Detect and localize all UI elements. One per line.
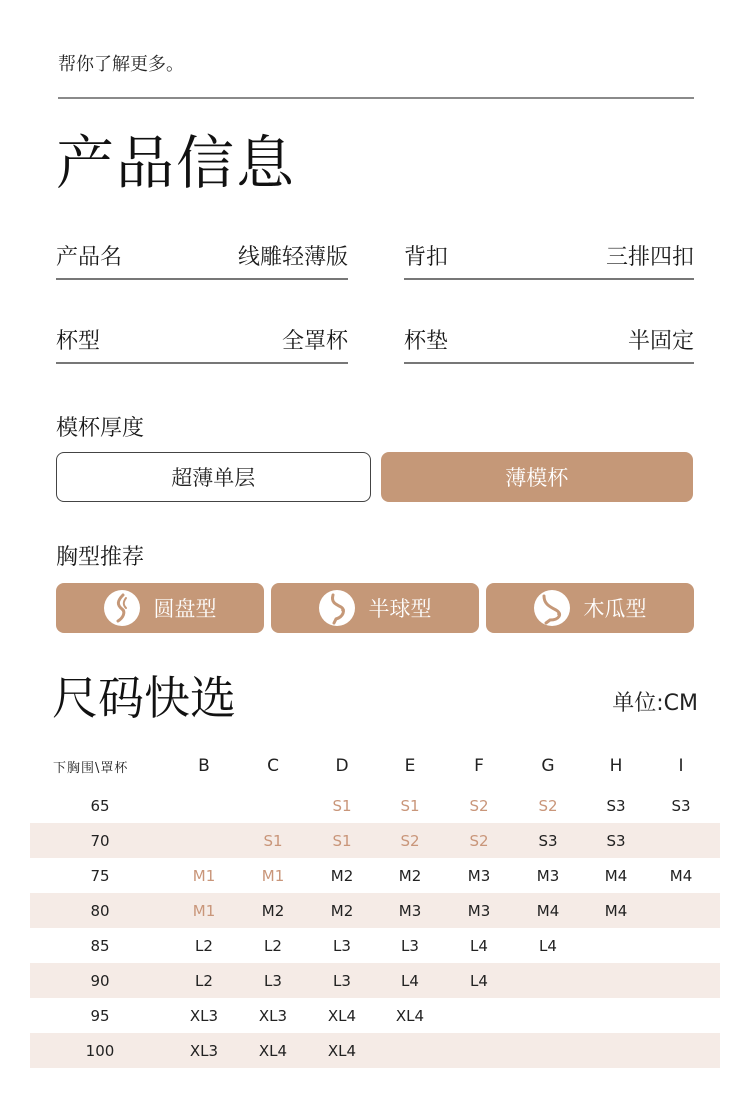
header-cell: B [198, 756, 210, 776]
size-cell[interactable]: M3 [536, 866, 560, 885]
field-label: 产品名 [56, 245, 123, 270]
field-label: 背扣 [404, 245, 449, 270]
intro-text: 帮你了解更多。 [58, 54, 184, 75]
divider [58, 97, 694, 99]
size-cell[interactable]: M3 [467, 901, 491, 920]
table-row [30, 893, 720, 928]
field-cup-pad [404, 322, 694, 364]
band-cell: 90 [90, 971, 110, 990]
band-cell: 95 [90, 1006, 110, 1025]
size-cell[interactable]: M2 [330, 866, 354, 885]
papaya-breast-icon [534, 590, 570, 626]
size-cell[interactable]: S1 [332, 796, 352, 815]
thickness-option-ultrathin[interactable]: 超薄单层 [56, 452, 371, 502]
size-cell[interactable]: L3 [333, 936, 351, 955]
shape-option-hemisphere[interactable] [271, 583, 479, 633]
size-cell[interactable]: XL3 [189, 1006, 219, 1025]
shape-option-round[interactable] [56, 583, 264, 633]
field-back-clasp [404, 238, 694, 280]
shape-option-papaya[interactable] [486, 583, 694, 633]
size-cell[interactable]: S2 [469, 796, 489, 815]
field-product-name [56, 238, 348, 280]
size-cell[interactable]: XL4 [327, 1006, 357, 1025]
header-cell: D [335, 756, 349, 776]
band-cell: 80 [90, 901, 110, 920]
section-title-size: 尺码快选 [52, 671, 236, 725]
table-row [30, 963, 720, 998]
table-row [30, 858, 720, 893]
header-cell: E [404, 756, 416, 776]
thickness-option-thin-mold[interactable]: 薄模杯 [381, 452, 694, 502]
size-cell[interactable]: M4 [604, 901, 628, 920]
size-cell[interactable]: S3 [671, 796, 691, 815]
size-cell[interactable]: L3 [264, 971, 282, 990]
size-cell[interactable]: S1 [332, 831, 352, 850]
size-cell[interactable]: S2 [469, 831, 489, 850]
size-cell[interactable]: S1 [400, 796, 420, 815]
header-cell: I [678, 756, 684, 776]
size-cell[interactable]: S3 [606, 796, 626, 815]
size-cell[interactable]: M2 [398, 866, 422, 885]
size-cell[interactable]: L4 [539, 936, 557, 955]
size-cell[interactable]: XL4 [395, 1006, 425, 1025]
size-cell[interactable]: L2 [195, 971, 213, 990]
band-cell: 75 [90, 866, 110, 885]
header-cell: H [609, 756, 623, 776]
size-cell[interactable]: M3 [467, 866, 491, 885]
size-cell[interactable]: L4 [470, 936, 488, 955]
size-cell[interactable]: L4 [401, 971, 419, 990]
band-cell: 85 [90, 936, 110, 955]
unit-label: 单位:CM [612, 691, 698, 716]
size-cell[interactable]: L3 [333, 971, 351, 990]
size-cell[interactable]: M2 [261, 901, 285, 920]
size-cell[interactable]: S3 [538, 831, 558, 850]
shape-label: 木瓜型 [583, 597, 647, 621]
shape-label: 半球型 [368, 597, 432, 621]
field-value: 全罩杯 [281, 329, 348, 354]
table-row [30, 998, 720, 1033]
shape-label: 圆盘型 [153, 597, 217, 621]
cup-thickness-label: 模杯厚度 [56, 416, 145, 441]
size-cell[interactable]: L2 [264, 936, 282, 955]
header-cell: F [474, 756, 484, 776]
size-cell[interactable]: L2 [195, 936, 213, 955]
hemisphere-breast-icon [319, 590, 355, 626]
table-row [30, 928, 720, 963]
field-value: 线雕轻薄版 [237, 245, 348, 270]
band-cell: 65 [90, 796, 110, 815]
size-cell[interactable]: M4 [604, 866, 628, 885]
band-cell: 100 [85, 1041, 115, 1060]
size-cell[interactable]: XL4 [327, 1041, 357, 1060]
size-table [30, 744, 720, 1068]
size-cell[interactable]: L4 [470, 971, 488, 990]
field-value: 半固定 [627, 329, 694, 354]
header-cell: 下胸围\罩杯 [53, 760, 129, 776]
field-value: 三排四扣 [605, 245, 694, 270]
section-title-product: 产品信息 [56, 129, 297, 197]
size-cell[interactable]: M4 [669, 866, 693, 885]
table-row [30, 823, 720, 858]
size-cell[interactable]: S2 [538, 796, 558, 815]
size-cell[interactable]: M1 [192, 866, 216, 885]
cup-thickness-options [56, 452, 693, 502]
size-cell[interactable]: XL3 [189, 1041, 219, 1060]
table-header-row [30, 744, 720, 788]
size-cell[interactable]: XL3 [258, 1006, 288, 1025]
size-cell[interactable]: M3 [398, 901, 422, 920]
size-cell[interactable]: S3 [606, 831, 626, 850]
size-cell[interactable]: M2 [330, 901, 354, 920]
band-cell: 70 [90, 831, 110, 850]
field-label: 杯垫 [404, 329, 449, 354]
header-cell: G [541, 756, 555, 776]
size-cell[interactable]: L3 [401, 936, 419, 955]
table-row [30, 788, 720, 823]
size-cell[interactable]: M4 [536, 901, 560, 920]
table-row [30, 1033, 720, 1068]
header-cell: C [267, 756, 279, 776]
size-cell[interactable]: M1 [261, 866, 285, 885]
size-cell[interactable]: M1 [192, 901, 216, 920]
field-label: 杯型 [56, 329, 101, 354]
field-cup-type [56, 322, 348, 364]
size-cell[interactable]: S1 [263, 831, 283, 850]
size-cell[interactable]: XL4 [258, 1041, 288, 1060]
breast-shape-label: 胸型推荐 [56, 545, 145, 570]
round-breast-icon [104, 590, 140, 626]
breast-shape-options [56, 583, 694, 633]
size-cell[interactable]: S2 [400, 831, 420, 850]
